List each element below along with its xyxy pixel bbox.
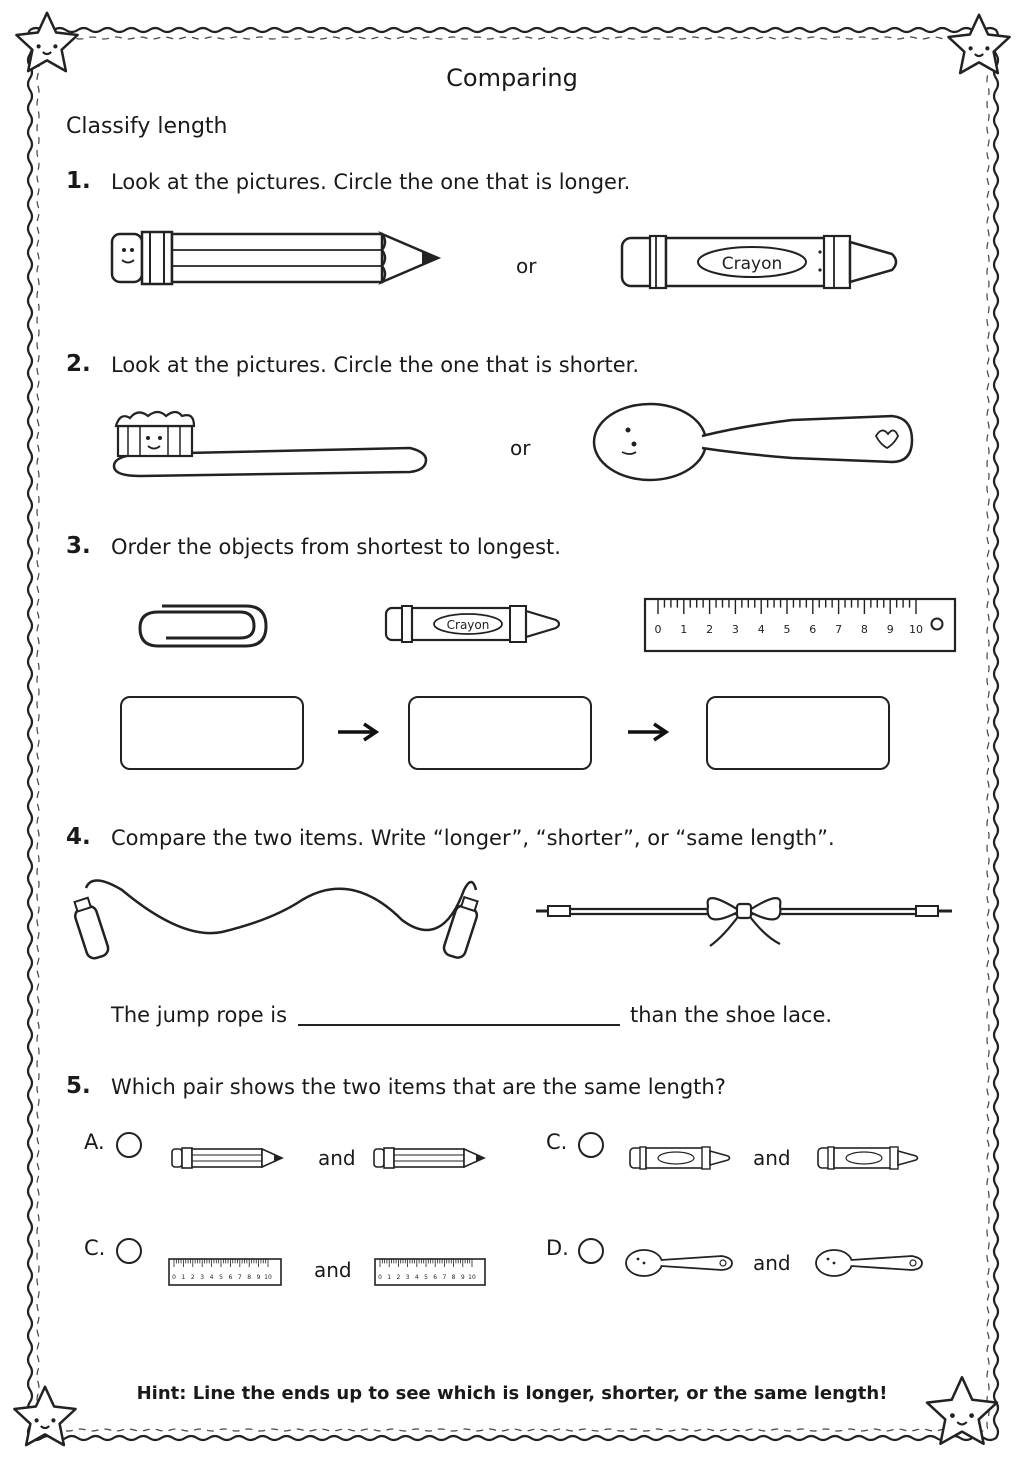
ruler-tick-label: 0 [654, 623, 662, 636]
answer-box-2[interactable] [408, 696, 592, 770]
option-c2-label: C. [84, 1236, 106, 1260]
page-subtitle: Classify length [66, 114, 228, 139]
jump-rope-icon[interactable] [72, 870, 492, 970]
ruler-tick-label: 7 [442, 1274, 447, 1281]
q4-sentence-start: The jump rope is [111, 1003, 288, 1027]
ruler-tick-label: 5 [783, 623, 791, 636]
option-d-radio[interactable] [578, 1238, 604, 1264]
q5-text: Which pair shows the two items that are the same length? [111, 1075, 726, 1099]
option-a-radio[interactable] [116, 1132, 142, 1158]
option-c-and: and [753, 1146, 791, 1170]
q4-text: Compare the two items. Write “longer”, “shorter”, or “same length”. [111, 826, 835, 850]
option-c-label: C. [546, 1130, 568, 1154]
option-d-label: D. [546, 1236, 569, 1260]
ruler-tick-label: 7 [237, 1274, 242, 1281]
ruler-tick-label: 4 [209, 1274, 214, 1281]
q2-text: Look at the pictures. Circle the one that is shorter. [111, 353, 639, 377]
q4-sentence-end: than the shoe lace. [630, 1003, 833, 1027]
small-spoon-icon [814, 1246, 926, 1280]
ruler-tick-label: 6 [228, 1274, 233, 1281]
ruler-tick-label: 4 [757, 623, 765, 636]
option-c2-radio[interactable] [116, 1238, 142, 1264]
ruler-tick-label: 5 [219, 1274, 223, 1281]
ruler-tick-label: 2 [706, 623, 714, 636]
small-ruler-icon [168, 1258, 282, 1286]
crayon-label: Crayon [721, 254, 783, 274]
crayon-small-icon[interactable] [384, 604, 564, 644]
paperclip-icon[interactable] [136, 602, 271, 652]
small-pencil-icon [170, 1146, 285, 1170]
ruler-tick-label: 5 [424, 1274, 428, 1281]
ruler-tick-label: 7 [835, 623, 843, 636]
ruler-tick-label: 4 [414, 1274, 419, 1281]
ruler-tick-label: 8 [247, 1274, 252, 1281]
small-spoon-icon [624, 1246, 736, 1280]
pencil-icon[interactable] [110, 228, 450, 288]
ruler-tick-label: 9 [886, 623, 894, 636]
ruler-tick-label: 2 [396, 1274, 401, 1281]
ruler-tick-label: 8 [860, 623, 868, 636]
ruler-tick-label: 10 [468, 1274, 476, 1281]
arrow-right-icon [626, 722, 670, 742]
ruler-tick-label: 0 [172, 1274, 176, 1281]
ruler-tick-label: 9 [256, 1274, 261, 1281]
q4-number: 4. [66, 824, 91, 850]
hint-text: Hint: Line the ends up to see which is longer, shorter, or the same length! [136, 1383, 888, 1404]
option-a-label: A. [84, 1130, 105, 1154]
ruler-tick-label: 3 [731, 623, 739, 636]
crayon-icon[interactable] [620, 232, 910, 292]
ruler-tick-label: 0 [378, 1274, 382, 1281]
page-title: Comparing [446, 64, 578, 92]
q1-text: Look at the pictures. Circle the one that is longer. [111, 170, 631, 194]
ruler-tick-label: 1 [387, 1274, 392, 1281]
ruler-tick-label: 10 [909, 623, 923, 636]
small-pencil-icon [372, 1146, 487, 1170]
spoon-icon[interactable] [592, 396, 922, 486]
ruler-tick-label: 2 [190, 1274, 195, 1281]
crayon-small-label: Crayon [446, 618, 490, 632]
option-d-and: and [753, 1251, 791, 1275]
ruler-icon[interactable] [644, 598, 956, 652]
q1-or: or [516, 254, 537, 278]
ruler-tick-label: 6 [433, 1274, 438, 1281]
q1-number: 1. [66, 168, 91, 194]
ruler-tick-label: 6 [809, 623, 817, 636]
arrow-right-icon [336, 722, 380, 742]
q4-answer-blank[interactable] [298, 1024, 620, 1026]
ruler-tick-label: 3 [200, 1274, 205, 1281]
ruler-tick-label: 9 [460, 1274, 465, 1281]
q2-or: or [510, 436, 531, 460]
ruler-tick-label: 3 [405, 1274, 410, 1281]
answer-box-3[interactable] [706, 696, 890, 770]
ruler-tick-label: 8 [451, 1274, 456, 1281]
toothbrush-icon[interactable] [110, 404, 440, 484]
ruler-tick-label: 1 [680, 623, 688, 636]
option-c2-and: and [314, 1258, 352, 1282]
ruler-tick-label: 10 [264, 1274, 272, 1281]
small-ruler-icon [374, 1258, 486, 1286]
ruler-tick-label: 1 [181, 1274, 186, 1281]
small-crayon-icon [816, 1145, 921, 1171]
q3-text: Order the objects from shortest to longest. [111, 535, 561, 559]
shoelace-icon[interactable] [534, 878, 954, 948]
q2-number: 2. [66, 351, 91, 377]
answer-box-1[interactable] [120, 696, 304, 770]
q5-number: 5. [66, 1073, 91, 1099]
small-crayon-icon [628, 1145, 733, 1171]
option-c-radio[interactable] [578, 1132, 604, 1158]
q3-number: 3. [66, 533, 91, 559]
option-a-and: and [318, 1146, 356, 1170]
